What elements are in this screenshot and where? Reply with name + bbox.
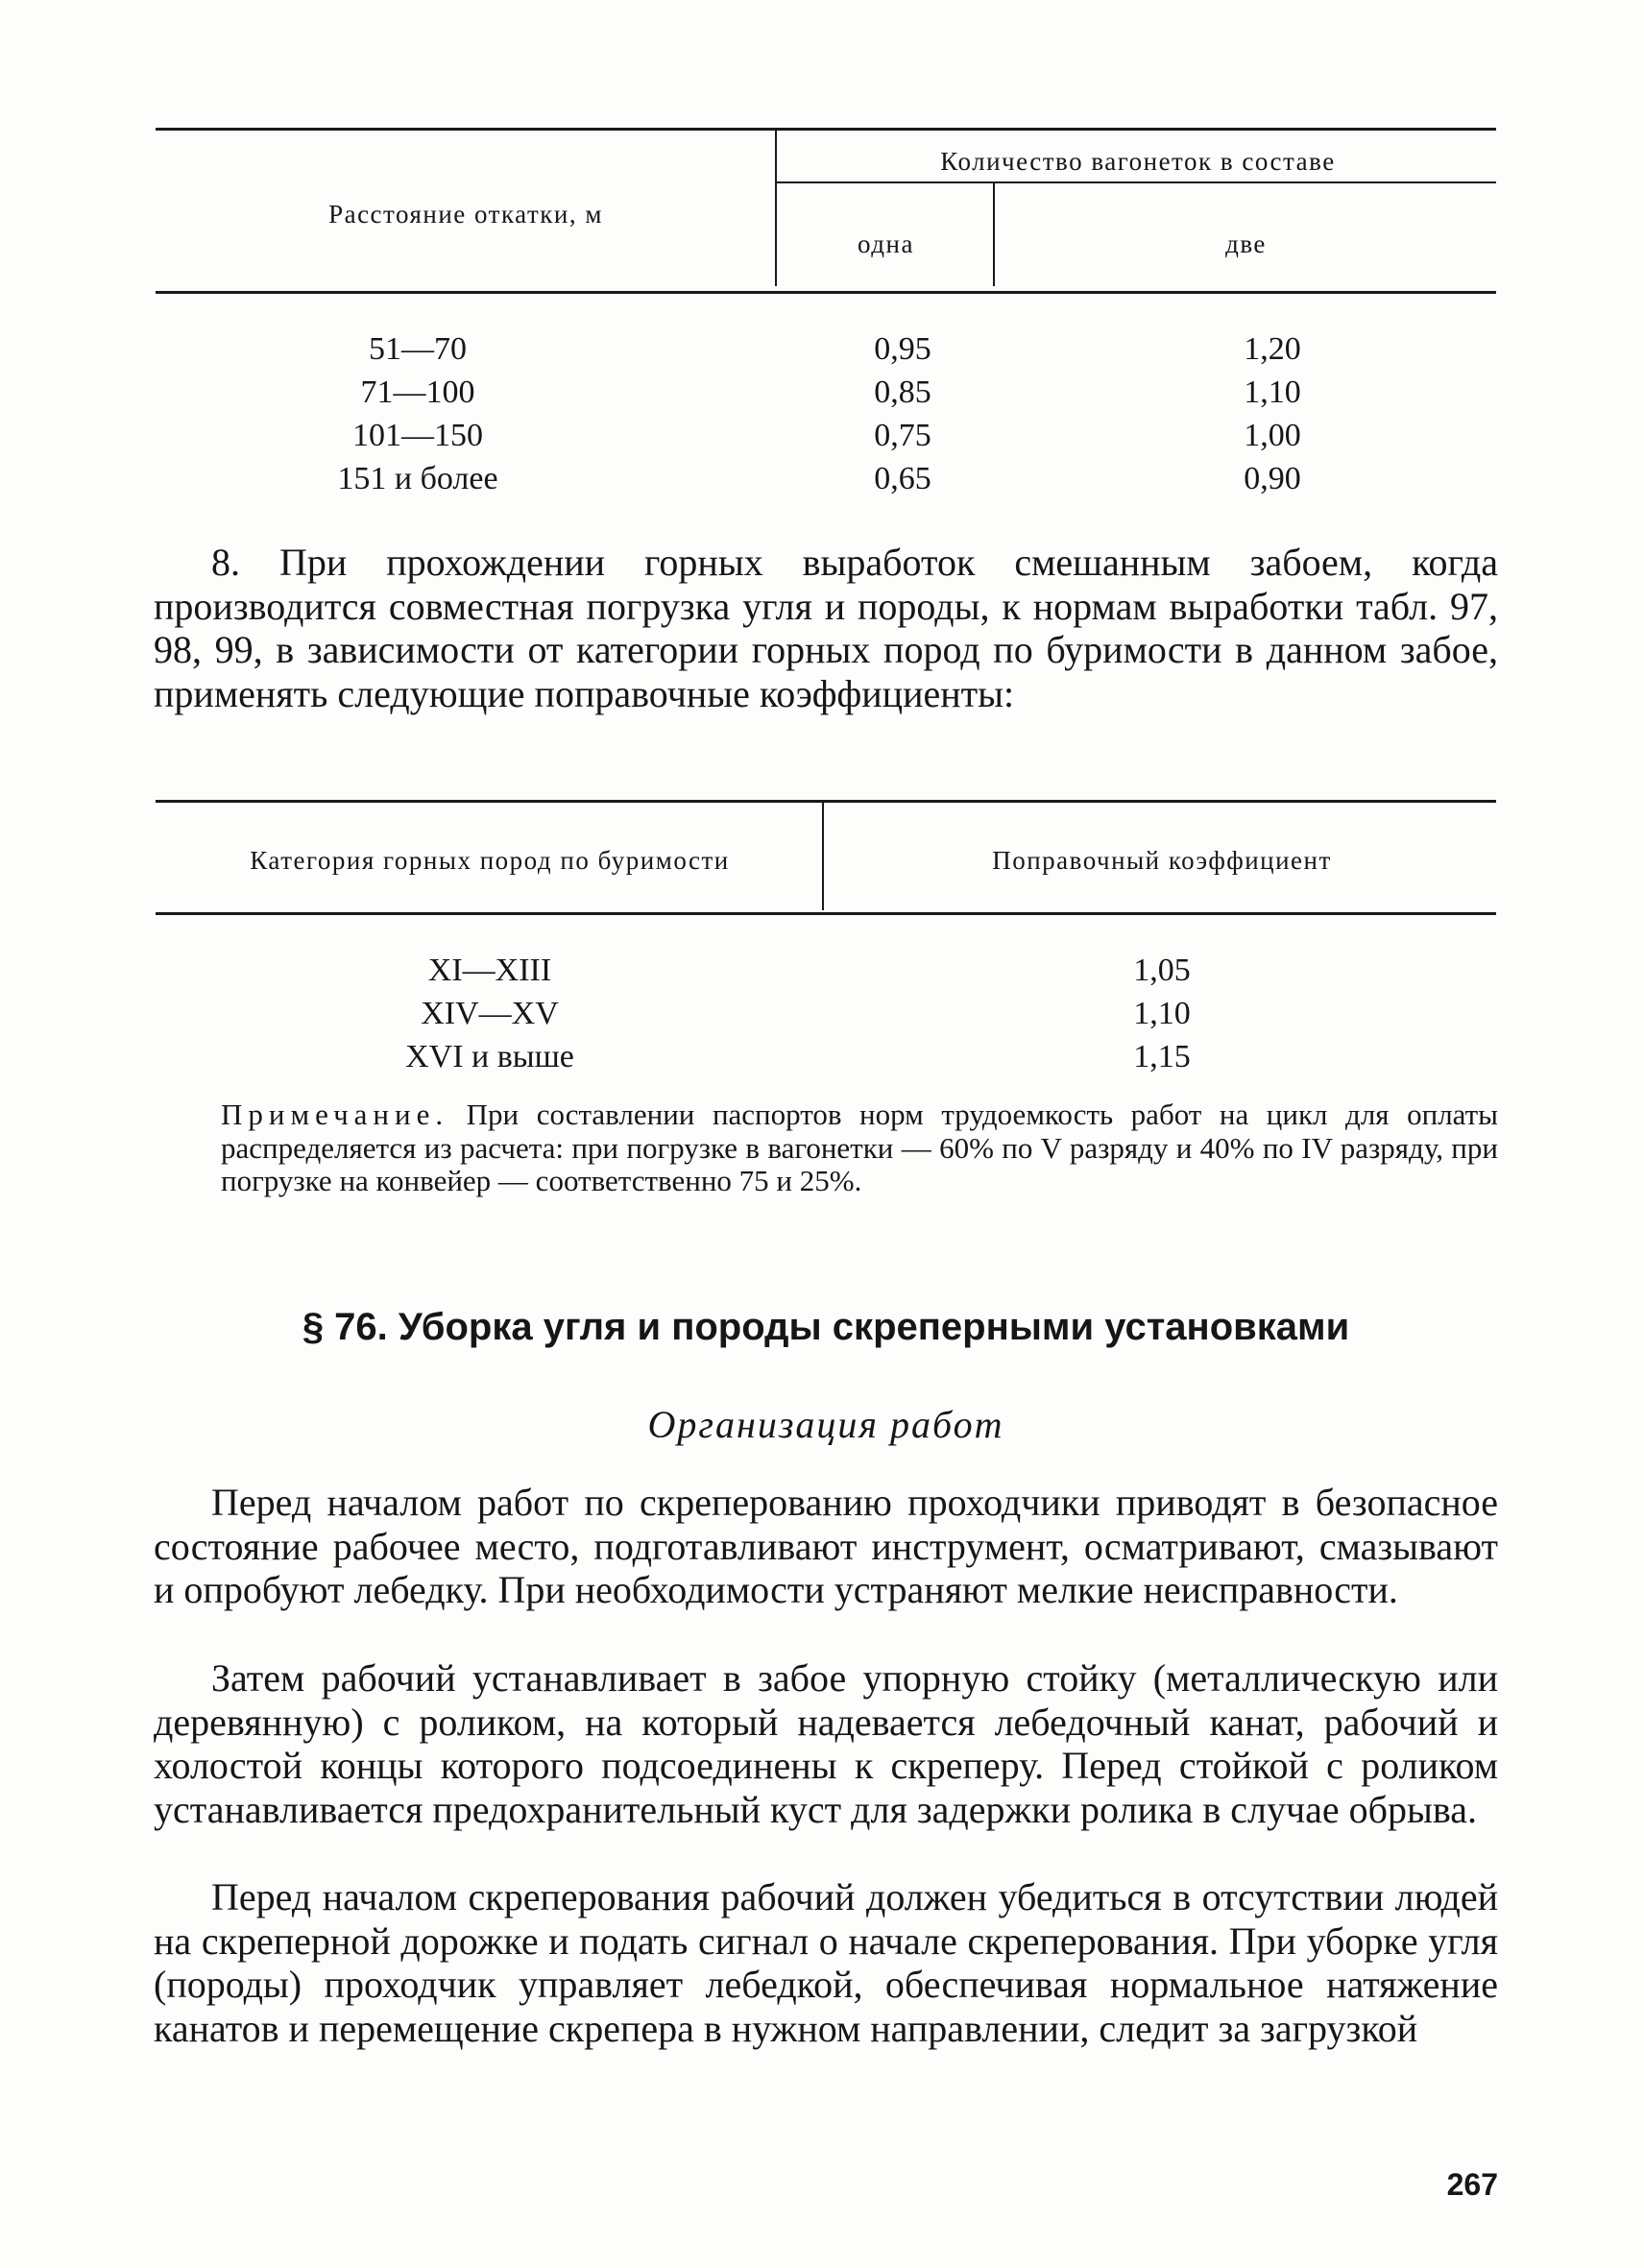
section-subheading: Организация работ (647, 1403, 1004, 1446)
table-2-cell-coef: 1,10 (1133, 996, 1191, 1031)
section-heading: § 76. Уборка угля и породы скреперными установками (302, 1306, 1350, 1348)
table-2-header-bottom-rule (156, 912, 1496, 915)
table-1-cell-one: 0,65 (874, 461, 931, 496)
note-text: При составлении паспортов норм трудоемкость работ на цикл для оплаты распределяется из расчета: при погрузке в вагонетки — 60% по V разряду и 40% по IV разряду, при погрузке на конвейер — соответственно 75 и 25%. (221, 1098, 1498, 1197)
table-2-header-coef: Поправочный коэффициент (992, 846, 1332, 875)
table-1-header-bottom-rule (156, 291, 1496, 294)
table-1-cell-two: 0,90 (1244, 461, 1301, 496)
table-2-cell-coef: 1,15 (1133, 1039, 1191, 1074)
table-1-header-one: одна (858, 229, 914, 258)
table-1-header-range: Расстояние откатки, м (328, 200, 603, 229)
table-1-cell-range: 101—150 (352, 418, 483, 453)
table-2-cell-coef: 1,05 (1133, 953, 1191, 988)
note (221, 1098, 1498, 1198)
table-1-top-rule (156, 128, 1496, 131)
table-1-cell-one: 0,85 (874, 374, 931, 410)
table-1-cell-two: 1,20 (1244, 331, 1301, 367)
table-1-cell-two: 1,10 (1244, 374, 1301, 410)
section-paragraph-2: Затем рабочий устанавливает в забое упорную стойку (металлическую или деревянную) с роликом, на который надевается лебедочный канат, рабочий и холостой концы которого подсоединены к скреперу. Перед стойкой с роликом устанавливается предохранительный куст для задержки ролика в случае обрыва. (154, 1656, 1498, 1831)
table-1-header-divider (775, 131, 777, 286)
table-2-top-rule (156, 800, 1496, 803)
table-2-header-category: Категория горных пород по буримости (250, 846, 730, 875)
table-2-header-divider (822, 803, 824, 910)
table-2-cell-category: XIV—XV (421, 996, 559, 1031)
table-1-cell-two: 1,00 (1244, 418, 1301, 453)
table-1-group-rule (777, 181, 1496, 183)
table-2-cell-category: XVI и выше (405, 1039, 574, 1074)
table-2-cell-category: XI—XIII (427, 953, 552, 988)
section-paragraph-3: Перед началом скреперования рабочий должен убедиться в отсутствии людей на скреперной дорожке и подать сигнал о начале скреперования. При уборке угля (породы) проходчик управляет лебедкой, обеспечивая нормальное натяжение канатов и перемещение скрепера в нужном направлении, следит за загрузкой (154, 1875, 1498, 2050)
table-1-cell-range: 151 и более (337, 461, 498, 496)
section-paragraph-1: Перед началом работ по скреперованию проходчики приводят в безопасное состояние рабочее место, подготавливают инструмент, осматривают, смазывают и опробуют лебедку. При необходимости устраняют мелкие неисправности. (154, 1481, 1498, 1611)
table-1-subheader-divider (993, 183, 995, 286)
table-1-cell-range: 71—100 (360, 374, 475, 410)
table-1-header-two: две (1225, 229, 1267, 258)
table-1-cell-range: 51—70 (369, 331, 467, 367)
paragraph-8: 8. При прохождении горных выработок смешанным забоем, когда производится совместная погрузка угля и породы, к нормам выработки табл. 97, 98, 99, в зависимости от категории горных пород по буримости в данном забое, применять следующие поправочные коэффициенты: (154, 541, 1498, 715)
note-label: Примечание. (221, 1098, 449, 1131)
table-1-header-group: Количество вагонеток в составе (940, 147, 1336, 176)
table-1-cell-one: 0,75 (874, 418, 931, 453)
table-1-cell-one: 0,95 (874, 331, 931, 367)
page-number: 267 (1446, 2167, 1498, 2202)
